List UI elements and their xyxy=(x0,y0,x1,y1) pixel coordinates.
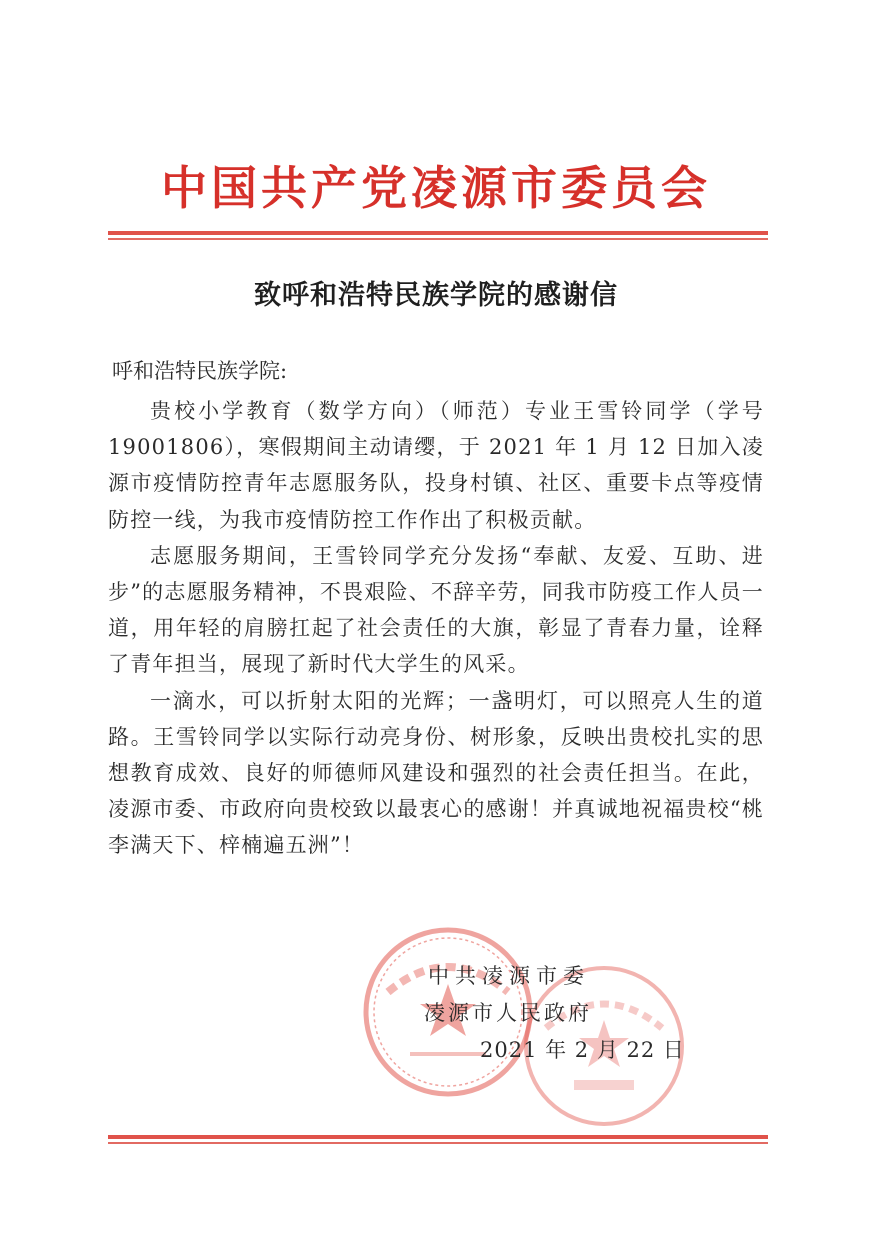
paragraph-3: 一滴水，可以折射太阳的光辉；一盏明灯，可以照亮人生的道路。王雪铃同学以实际行动亮身份、树形象，反映出贵校扎实的思想教育成效、良好的师德师风建设和强烈的社会责任担当。在此，凌源市委、市政府向贵校致以最衷心的感谢！并真诚地祝福贵校“桃李满天下、梓楠遍五洲”！ xyxy=(108,688,764,858)
salutation: 呼和浩特民族学院: xyxy=(112,359,288,383)
letterhead-divider xyxy=(108,231,768,240)
letter-body xyxy=(108,393,764,864)
letterhead-title: 中国共产党凌源市委员会 xyxy=(161,161,711,215)
signatory-party-committee: 中共凌源市委 xyxy=(428,964,590,988)
signature-block xyxy=(420,958,720,1069)
paragraph-2: 志愿服务期间，王雪铃同学充分发扬“奉献、友爱、互助、进步”的志愿服务精神，不畏艰险、不辞辛劳，同我市防疫工作人员一道，用年轻的肩膀扛起了社会责任的大旗，彰显了青春力量，诠释了青年担当，展现了新时代大学生的风采。 xyxy=(108,543,764,677)
letter-title: 致呼和浩特民族学院的感谢信 xyxy=(254,280,618,311)
footer-divider xyxy=(108,1135,768,1144)
paragraph-1: 贵校小学教育（数学方向）（师范）专业王雪铃同学（学号 19001806），寒假期间主动请缨，于 2021 年 1 月 12 日加入凌源市疫情防控青年志愿服务队，投身村镇、社区、重要卡点等疫情防控一线，为我市疫情防控工作作出了积极贡献。 xyxy=(108,399,764,532)
signature-date: 2021 年 2 月 22 日 xyxy=(480,1038,685,1062)
signatory-government: 凌源市人民政府 xyxy=(424,1001,592,1025)
